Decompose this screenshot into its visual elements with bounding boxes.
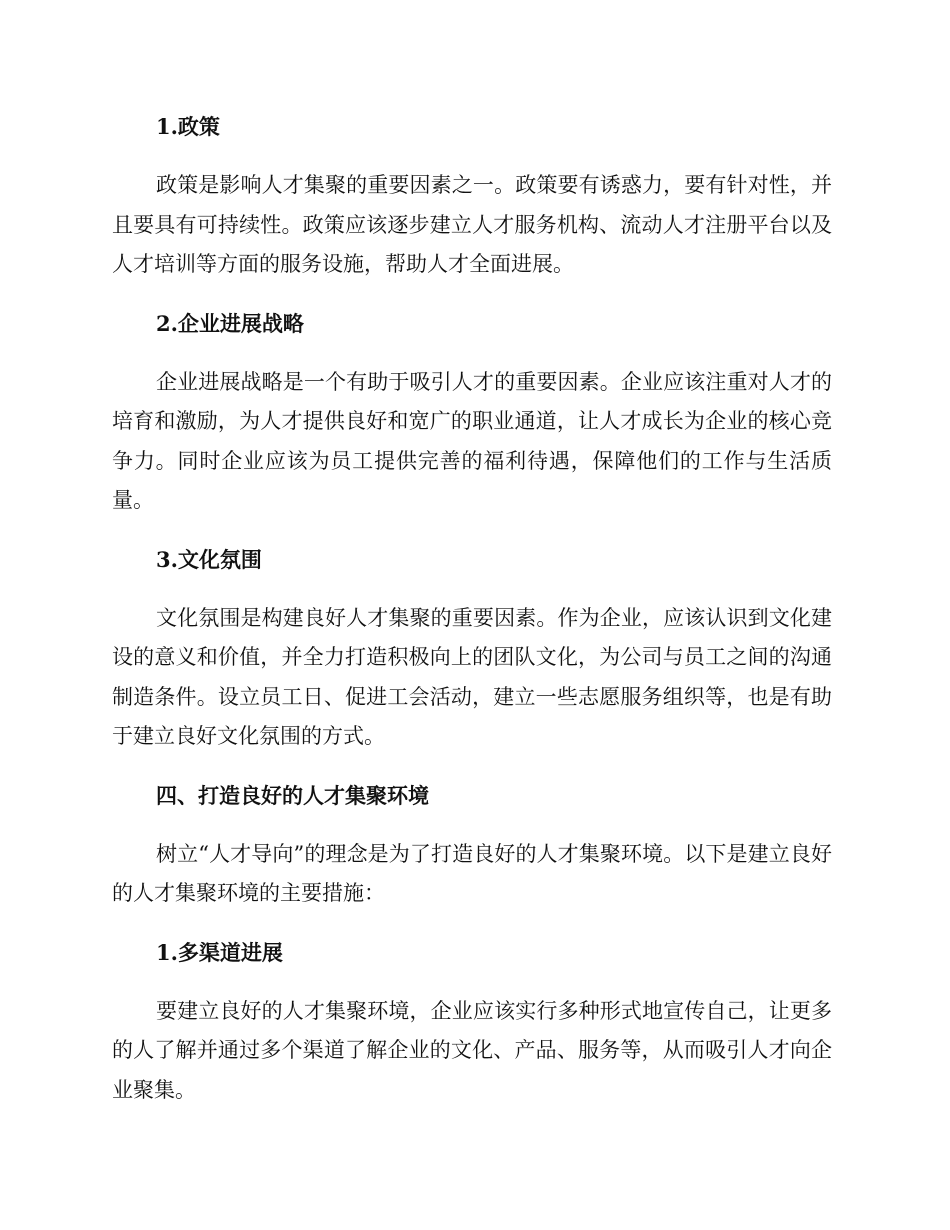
spacer bbox=[112, 815, 832, 835]
section-heading-strategy: 2.企业进展战略 bbox=[156, 310, 304, 336]
section-heading-multichannel: 1.多渠道进展 bbox=[156, 939, 283, 965]
spacer bbox=[112, 579, 832, 599]
spacer bbox=[112, 972, 832, 992]
section-heading-policy: 1.政策 bbox=[156, 114, 220, 139]
section-paragraph-environment: 树立“人才导向”的理念是为了打造良好的人才集聚环境。以下是建立良好的人才集聚环境的主要措施： bbox=[112, 841, 832, 905]
section-paragraph-policy: 政策是影响人才集聚的重要因素之一。政策要有诱惑力，要有针对性，并且要具有可持续性。政策应该逐步建立人才服务机构、流动人才注册平台以及人才培训等方面的服务设施，帮助人才全面进展。 bbox=[112, 173, 832, 276]
section-paragraph-multichannel: 要建立良好的人才集聚环境，企业应该实行多种形式地宣传自己，让更多的人了解并通过多个渠道了解企业的文化、产品、服务等，从而吸引人才向企业聚集。 bbox=[112, 998, 832, 1102]
document-content bbox=[112, 108, 832, 1110]
section-heading-environment: 四、打造良好的人才集聚环境 bbox=[156, 782, 429, 808]
spacer bbox=[112, 521, 832, 541]
spacer bbox=[112, 914, 832, 934]
spacer bbox=[112, 343, 832, 363]
spacer bbox=[112, 146, 832, 166]
section-paragraph-strategy: 企业进展战略是一个有助于吸引人才的重要因素。企业应该注重对人才的培育和激励，为人才提供良好和宽广的职业通道，让人才成长为企业的核心竞争力。同时企业应该为员工提供完善的福利待遇，保障他们的工作与生活质量。 bbox=[112, 369, 832, 512]
section-heading-culture: 3.文化氛围 bbox=[156, 546, 262, 572]
section-paragraph-culture: 文化氛围是构建良好人才集聚的重要因素。作为企业，应该认识到文化建设的意义和价值，并全力打造积极向上的团队文化，为公司与员工之间的沟通制造条件。设立员工日、促进工会活动，建立一些志愿服务组织等，也是有助于建立良好文化氛围的方式。 bbox=[112, 605, 832, 748]
spacer bbox=[112, 285, 832, 305]
spacer bbox=[112, 757, 832, 777]
